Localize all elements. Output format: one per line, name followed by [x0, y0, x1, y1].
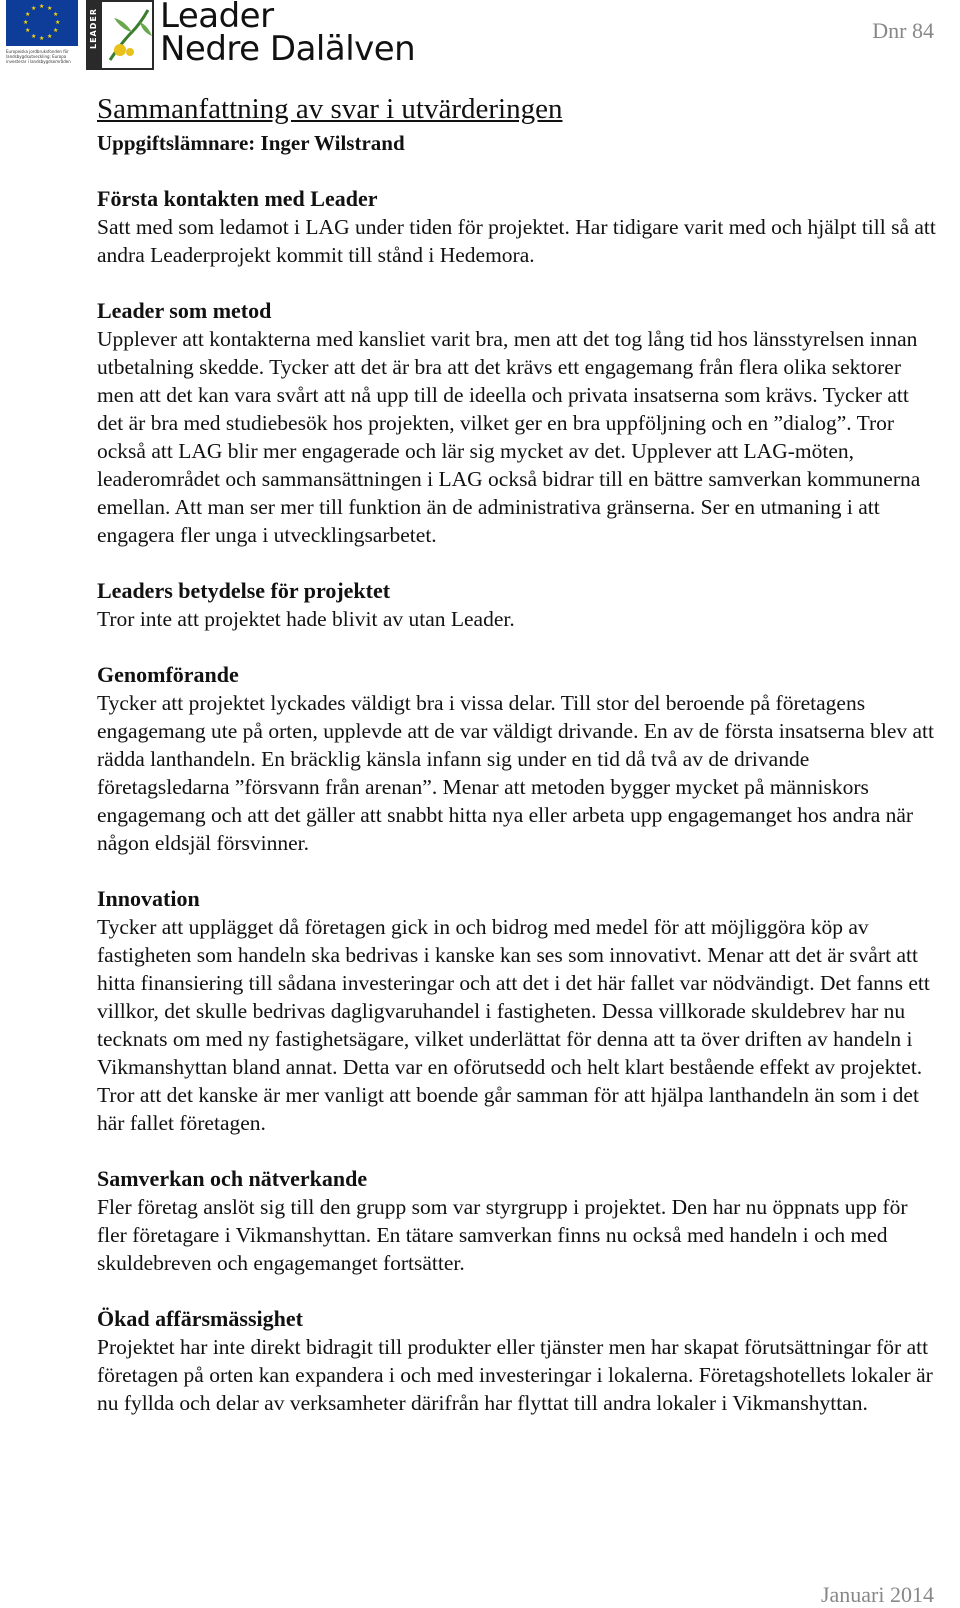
section-business — [97, 1305, 937, 1417]
brand-name — [160, 0, 416, 69]
section-heading: Första kontakten med Leader — [97, 186, 378, 211]
brand-line-1: Leader — [160, 0, 274, 36]
respondent-line: Uppgiftslämnare: Inger Wilstrand — [97, 131, 405, 155]
leader-emblem-strip — [88, 2, 102, 68]
section-heading: Leaders betydelse för projektet — [97, 578, 391, 603]
section-innovation — [97, 885, 937, 1137]
section-first-contact — [97, 185, 937, 269]
brand-line-2: Nedre Dalälven — [160, 29, 416, 69]
eu-flag-icon: ★ ★ ★ ★ ★ ★ ★ ★ ★ ★ ★ ★ — [6, 0, 78, 46]
document-body — [97, 92, 937, 1417]
document-number: Dnr 84 — [872, 18, 934, 43]
section-cooperation — [97, 1165, 937, 1277]
footer-date: Januari 2014 — [820, 1582, 934, 1607]
eu-logo — [6, 0, 82, 72]
leader-emblem-icon — [86, 0, 154, 70]
section-body: Tycker att upplägget då företagen gick in och bidrog med medel för att möjliggöra köp av fastigheten som handeln ska bedrivas i kanske kan ses som innovativt. Menar att det är svårt att hitta finansiering till sådana investeringar och att det i det här fallet var nödvändigt. Det fanns ett villkor, det skulle bedrivas dagligvaruhandel i fastigheten. Dessa villkorade skuldebrev har nu tecknats om med ny fastighetsägare, vilket underlättat för denna att ta över driften av handeln i Vikmanshyttan bland annat. Detta var en oförutsedd och helt klart bestående effekt av projektet. Tror att det kanske är mer vanligt att boende går samman för att hjälpa lanthandeln än som i det här fallet företagen. — [97, 915, 930, 1135]
section-heading: Leader som metod — [97, 298, 272, 323]
eu-caption: Europeiska jordbruksfonden för landsbygdsutveckling: Europa investerar i landsbygdsområden — [6, 49, 71, 64]
section-body: Tror inte att projektet hade blivit av utan Leader. — [97, 607, 515, 631]
section-body: Tycker att projektet lyckades väldigt bra i vissa delar. Till stor del beroende på företagens engagemang ute på orten, upplevde att de var väldigt drivande. En av de första insatserna blev att rädda lanthandeln. En bräcklig känsla infann sig under en tid då två av de drivande företagsledarna ”försvann från arenan”. Menar att metoden bygger mycket på människors engagemang och att det gäller att snabbt hitta nya eller arbeta upp engagemanget hos andra när någon eldsjäl försvinner. — [97, 691, 934, 855]
section-implementation — [97, 661, 937, 857]
section-heading: Innovation — [97, 886, 200, 911]
section-body: Fler företag anslöt sig till den grupp som var styrgrupp i projektet. Den har nu öppnats upp för fler företagare i Vikmanshyttan. En tätare samverkan finns nu också med handeln i och med skuldebreven och engagemanget fortsätter. — [97, 1195, 908, 1275]
leader-sprout-icon — [102, 2, 154, 68]
section-leader-method — [97, 297, 937, 549]
section-heading: Genomförande — [97, 662, 239, 687]
leader-emblem-text: LEADER — [89, 8, 98, 50]
section-heading: Samverkan och nätverkande — [97, 1166, 368, 1191]
section-leader-importance — [97, 577, 937, 633]
section-body: Projektet har inte direkt bidragit till produkter eller tjänster men har skapat förutsättningar för att företagen på orten kan expandera i och med investeringar i lokalerna. Företagshotellets lokaler är nu fyllda och delar av verksamheter därifrån har flyttat till andra lokaler i Vikmanshyttan. — [97, 1335, 933, 1415]
section-body: Upplever att kontakterna med kansliet varit bra, men att det tog lång tid hos länsstyrelsen innan utbetalning skedde. Tycker att det är bra att det krävs ett engagemang från flera olika sektorer men att det kan vara svårt att nå upp till de ideella och privata insatserna som krävs. Tycker att det är bra med studiebesök hos projekten, vilket ger en bra uppföljning och en ”dialog”. Tror också att LAG blir mer engagerade och lär sig mycket av det. Upplever att LAG-möten, leaderområdet och sammansättningen i LAG också bidrar till en bättre samverkan kommunerna emellan. Att man ser mer till funktion än de administrativa gränserna. Ser en utmaning i att engagera fler unga i utvecklingsarbetet. — [97, 327, 921, 547]
document-title: Sammanfattning av svar i utvärderingen — [97, 93, 563, 125]
logo-bar — [6, 0, 415, 72]
section-heading: Ökad affärsmässighet — [97, 1306, 303, 1331]
section-body: Satt med som ledamot i LAG under tiden för projektet. Har tidigare varit med och hjälpt till så att andra Leaderprojekt kommit till stånd i Hedemora. — [97, 215, 936, 267]
